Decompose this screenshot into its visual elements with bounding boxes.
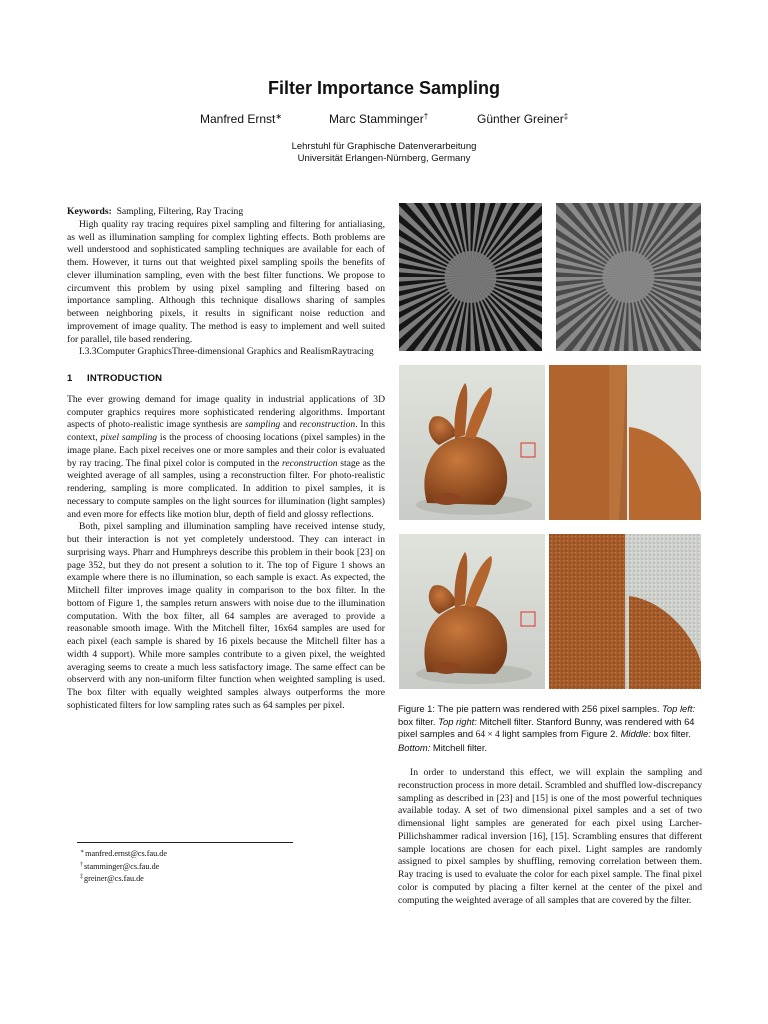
body-paragraph: In order to understand this effect, we will explain the sampling and reconstruction process in more detail. Scrambled and shuffled low-discrepancy sampling as described in [23] and [15] is one of the most powerful techniques available today. A set of two dimensional pixel samples and a set of two dimensional light samples are generated for each pixel using Larcher-Pillichshammer radical inversion [16], [15]. Scrambling ensures that different sample locations are chosen for each pixel. Light samples are randomly assigned to pixel samples by shuffling, removing correlation between them. Ray tracing is used to evaluate the color for each pixel sample. The final pixel color is computed by placing a filter kernel at the center of the pixel and computing the weighted average of all samples that are covered by the filter.	[398, 767, 702, 906]
figure-zoom-mitchell-filter	[549, 534, 701, 689]
emphasis: reconstruction	[299, 419, 356, 431]
author-name: Manfred Ernst	[200, 112, 276, 126]
affiliation-line-1: Lehrstuhl für Graphische Datenverarbeitung	[291, 141, 477, 152]
caption-text: box filter.	[650, 728, 691, 739]
keywords-label: Keywords:	[67, 206, 112, 217]
affiliation-line-2: Universität Erlangen-Nürnberg, Germany	[297, 153, 471, 164]
caption-text: light samples from Figure 2.	[499, 728, 621, 739]
footnote-mark: ∗	[80, 849, 85, 855]
right-column	[398, 767, 702, 907]
caption-text: Mitchell filter.	[430, 741, 488, 753]
figure-pie-mitchell-filter	[556, 203, 701, 351]
footnote-text: manfred.ernst@cs.fau.de	[85, 849, 167, 858]
author-stamminger	[329, 112, 428, 126]
left-column	[67, 206, 385, 713]
ccs-classification: I.3.3Computer GraphicsThree-dimensional Graphics and RealismRaytracing	[79, 346, 374, 358]
pie-center	[603, 251, 655, 303]
footnote-email	[80, 847, 167, 860]
text-run: stage as the weighted average of all samples, using a reconstruction filter. For photo-realistic rendering, sampling is more complicated. In addition to pixel samples, it is necessary to compute samples on the light sources for illumination (light samples) and even more for effects like motion blur, depth of field and glossy reflections.	[67, 457, 385, 520]
footnote-rule	[77, 842, 293, 843]
caption-italic: Top left:	[662, 703, 696, 714]
text-run: is the process of choosing locations (pixel samples) in the image plane. Each pixel receives one or more samples and their color is evaluated by ray tracing. The final pixel color is computed in the	[67, 432, 385, 469]
figure-caption	[398, 703, 702, 754]
caption-text: The pie pattern was rendered with 256 pixel samples.	[435, 703, 663, 714]
section-heading-introduction	[67, 373, 385, 386]
section-number: 1	[67, 373, 73, 384]
caption-math: 64 × 4	[475, 730, 500, 740]
affiliation	[0, 141, 768, 165]
paper-title: Filter Importance Sampling	[267, 78, 501, 98]
footnotes	[80, 847, 167, 885]
section-title-rest: NTRODUCTION	[89, 373, 163, 384]
emphasis: sampling	[245, 419, 281, 431]
figure-pie-box-filter	[399, 203, 542, 351]
caption-text: box filter.	[398, 715, 439, 727]
caption-italic: Bottom:	[398, 741, 431, 753]
keywords	[67, 206, 385, 219]
author-name: Günther Greiner	[477, 112, 564, 126]
caption-label: Figure 1:	[398, 703, 435, 714]
author-ernst	[200, 112, 282, 126]
footnote-email	[80, 872, 167, 885]
author-mark: ‡	[563, 112, 569, 121]
intro-paragraph-1	[67, 394, 385, 522]
text-run: The ever growing demand for image quality in industrial applications of 3D computer graphics requires more sophisticated rendering algorithms. Important aspects of photo-realistic image synthesis are	[67, 393, 385, 431]
author-mark: ∗	[275, 112, 283, 121]
figure-bunny-box-filter	[399, 365, 545, 520]
text-run: and	[280, 419, 300, 431]
figure-bunny-mitchell-filter	[399, 534, 545, 689]
pie-center	[445, 251, 497, 303]
footnote-text: greiner@cs.fau.de	[84, 874, 144, 883]
footnote-mark: ‡	[80, 874, 83, 880]
section-title-initial: I	[87, 373, 90, 384]
author-name: Marc Stamminger	[329, 112, 424, 126]
author-mark: †	[423, 112, 429, 121]
caption-italic: Middle:	[620, 728, 651, 739]
caption-text: Mitchell filter. Stanford Bunny, was rendered with 64 pixel samples and	[398, 715, 695, 739]
intro-paragraph-2: Both, pixel sampling and illumination sampling have received intense study, but their interaction is not yet completely understood. They can interact in surprising ways. Pharr and Humphreys describe this problem in their book [23] on page 352, but they do not present a solution to it. The top of Figure 1 shows an example where there is no illumination, so each sample is exact. As expected, the Mitchell filter improves image quality in comparison to the box filter. In the bottom of Figure 1, the samples return answers with noise due to the illumination computation. With the box filter, all 64 samples are averaged to provide a reasonable smooth image. With the Mitchell filter, 16x64 samples are used for each pixel (each sample is shared by 16 pixels because the Mitchell filter has a width 4 support). While more samples contribute to a given pixel, the weighted averaging seems to create a much less satisfactory image. The same effect can be observerd with any non-uniform filter function when weighted sampling is used. The box filter with equally weighted samples always outperforms the more sophisticated filters for low sampling rates such as 64 samples per pixel.	[67, 521, 385, 711]
caption-italic: Top right:	[438, 715, 477, 727]
keywords-text: Sampling, Filtering, Ray Tracing	[116, 206, 244, 217]
author-list	[0, 112, 768, 128]
footnote-email	[80, 860, 167, 873]
footnote-mark: †	[80, 861, 83, 868]
author-greiner	[477, 112, 568, 126]
text-run: . In this context,	[67, 419, 385, 443]
emphasis: reconstruction	[281, 457, 338, 469]
figure-zoom-box-filter	[549, 365, 701, 520]
emphasis: pixel sampling	[100, 432, 158, 443]
footnote-text: stamminger@cs.fau.de	[84, 861, 160, 871]
abstract: High quality ray tracing requires pixel sampling and filtering for antialiasing, as well as illumination sampling for complex lighting effects. Both problems are well understood and sophisticated sampling techniques are available for each of them. However, it turns out that weighted pixel sampling spoils the benefits of clever illumination sampling, even with the best filter functions. We propose to circumvent this problem by using pixel sampling and filtering based on importance sampling. Although this technique disallows sharing of samples between neighboring pixels, it results in significant noise reduction and improvement of image quality. The method is easy to implement and well suited for parallel, tile based rendering.	[67, 218, 385, 345]
